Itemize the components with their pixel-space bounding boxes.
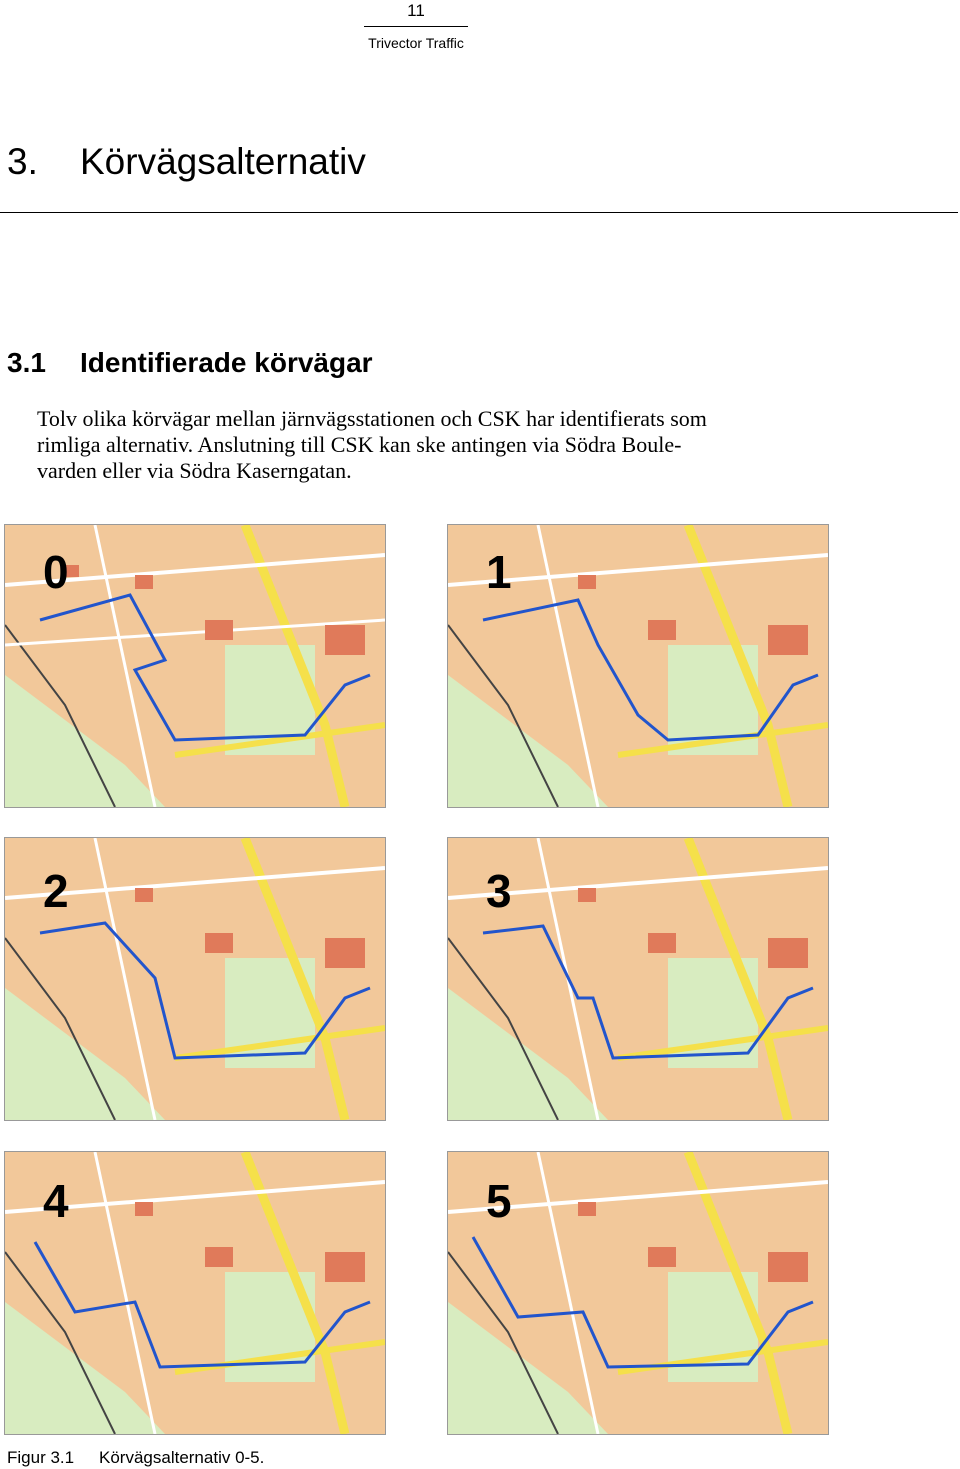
map-label-2: 2 [43,865,69,917]
figure-caption [7,1447,264,1469]
map-label-5: 5 [486,1175,512,1227]
map-panel-1 [447,524,829,808]
figure-caption-text: Körvägsalternativ 0-5. [99,1448,265,1467]
map-label-3: 3 [486,865,512,917]
map-panel-4 [4,1151,386,1435]
map-panel-3 [447,837,829,1121]
body-line-2: rimliga alternativ. Anslutning till CSK kan ske antingen via Södra Boule- [37,432,682,457]
chapter-title-text: Körvägsalternativ [80,141,366,182]
map-label-0: 0 [43,546,69,598]
page-number: 11 [407,1,425,20]
header-rule [364,26,468,27]
body-text [37,406,837,484]
chapter-title [7,140,366,184]
figure-label: Figur 3.1 [7,1448,75,1467]
header-company: Trivector Traffic [368,35,464,51]
map-panel-0 [4,524,386,808]
map-panel-5 [447,1151,829,1435]
chapter-number: 3. [7,141,38,182]
map-panel-2 [4,837,386,1121]
body-line-3: varden eller via Södra Kaserngatan. [37,458,352,483]
page-header [364,0,468,52]
map-label-1: 1 [486,546,512,598]
section-title [7,345,373,381]
map-label-4: 4 [43,1175,69,1227]
section-number: 3.1 [7,347,46,378]
body-line-1: Tolv olika körvägar mellan järnvägsstationen och CSK har identifierats som [37,406,707,431]
chapter-rule [0,212,958,213]
section-title-text: Identifierade körvägar [80,347,373,378]
